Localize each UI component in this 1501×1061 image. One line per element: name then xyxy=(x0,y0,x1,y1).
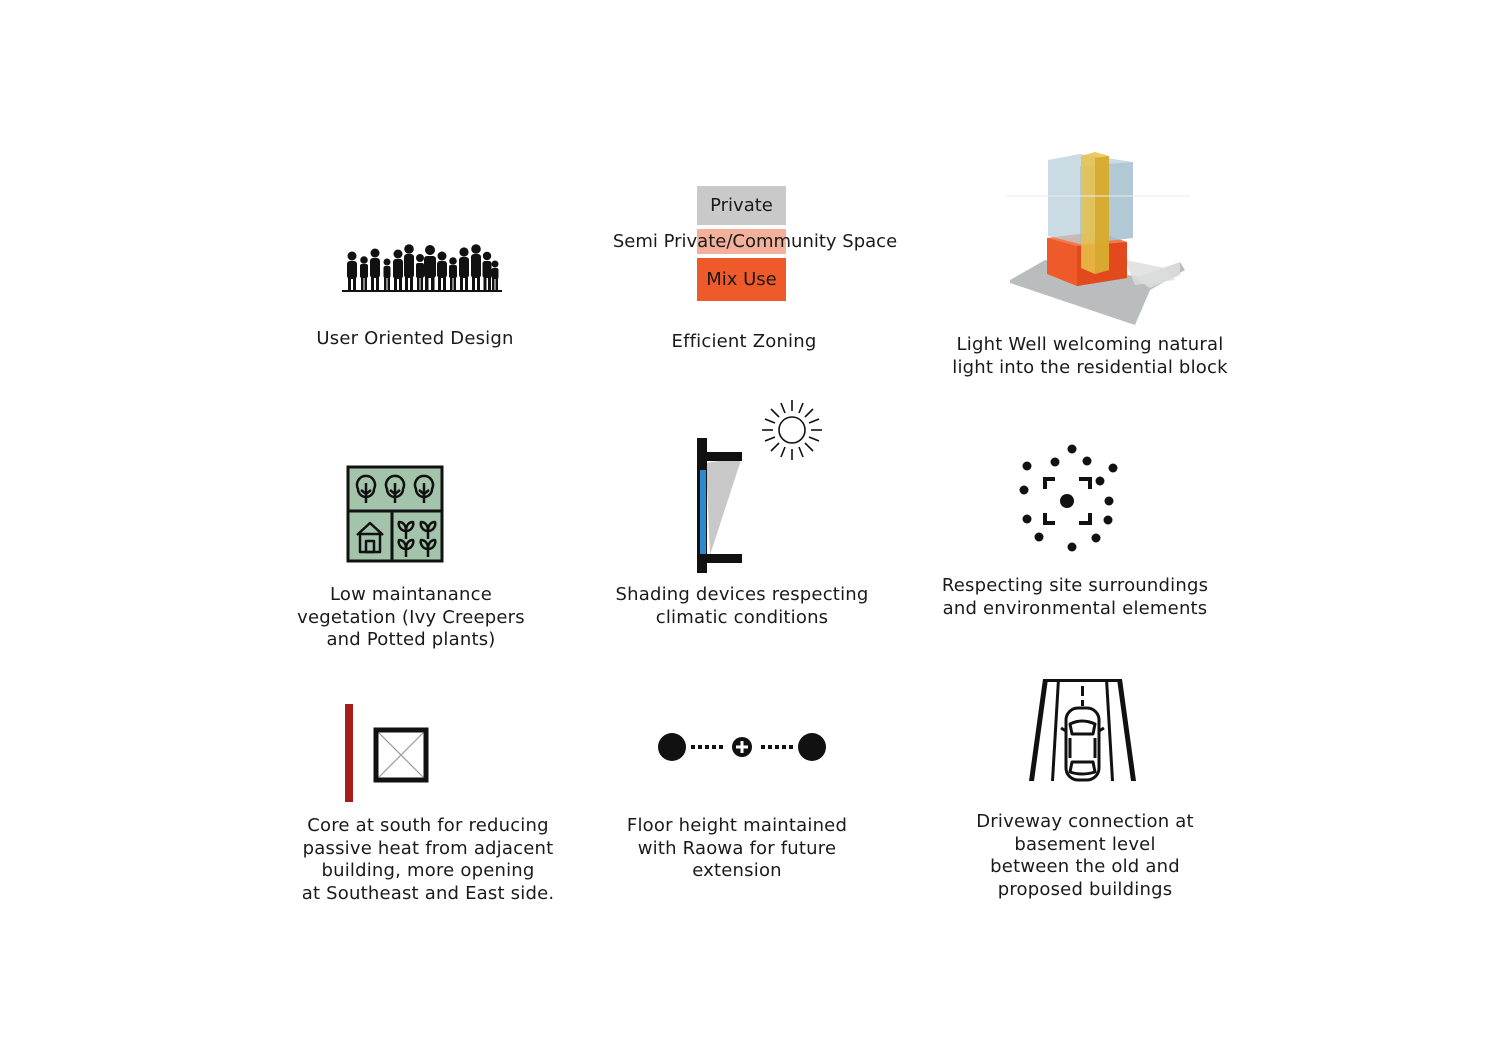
sun-icon xyxy=(762,400,822,460)
core-plan-icon xyxy=(343,702,433,806)
feature-caption: Light Well welcoming natural light into the residential block xyxy=(952,334,1228,378)
feature-caption: Respecting site surroundings and environmental elements xyxy=(941,575,1209,619)
crowd-icon xyxy=(342,244,502,294)
feature-caption: Driveway connection at basement level between the old and proposed buildings xyxy=(976,811,1194,900)
feature-caption: Floor height maintained with Raowa for future extension xyxy=(626,815,848,881)
garden-plot-icon xyxy=(346,465,444,563)
driveway-car-icon xyxy=(1025,676,1140,784)
feature-caption: Shading devices respecting climatic conditions xyxy=(615,584,869,628)
site-focus-icon xyxy=(1015,443,1125,555)
person-silhouette xyxy=(347,252,357,292)
car-icon xyxy=(1061,708,1104,780)
building-massing-icon xyxy=(1005,150,1195,330)
zone-label-mix-use: Mix Use xyxy=(706,269,777,290)
zone-label-private: Private xyxy=(710,195,773,216)
zone-label-semi-private: Semi Private/Community Space xyxy=(612,231,898,252)
feature-caption: User Oriented Design xyxy=(316,328,514,349)
feature-caption: Core at south for reducing passive heat from adjacent building, more opening at Southeast and East side. xyxy=(301,815,555,904)
shading-device-icon xyxy=(690,395,830,575)
feature-caption: Efficient Zoning xyxy=(671,331,817,352)
feature-caption: Low maintanance vegetation (Ivy Creepers and Potted plants) xyxy=(297,584,525,650)
connection-line-icon xyxy=(655,730,830,766)
core-wall xyxy=(345,704,353,802)
